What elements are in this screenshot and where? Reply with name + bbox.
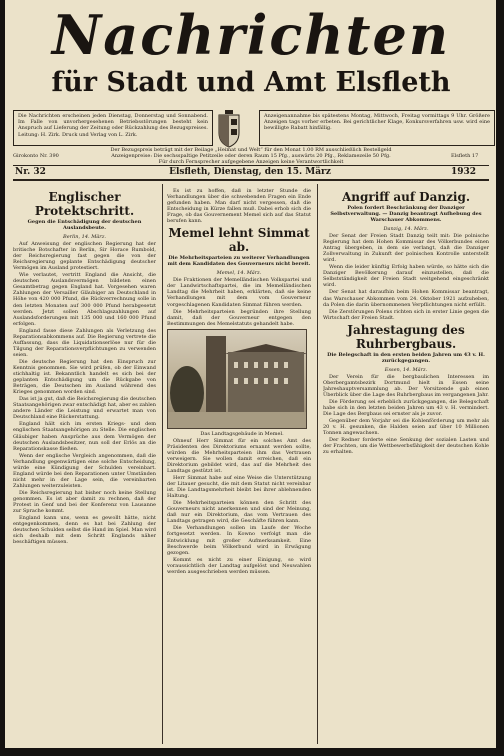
paragraph: England fasse diese Zahlungen als Verletzung des Reparationsabkommens auf. Die Regierung vertrete die Auffassung, dass die Liquidationserlöse nur für die Tilgung der Reparationsverpflichtungen zu verwenden seien. xyxy=(13,327,156,358)
phone-notice-line: Für durch Fernsprecher aufgegebene Anzeigen keine Verantwortlichkeit xyxy=(158,159,344,165)
giro-account: Girokonto Nr. 390 xyxy=(13,153,59,159)
paragraph: Die Mehrheitsparteien können den Schritt des Gouverneurs nicht anerkennen und sind der Meinung, daß nur ein Direktorium, das vom Vertrauen des Landtags getragen wird, die Geschäfte führen kann. xyxy=(167,500,311,525)
column-divider-2 xyxy=(317,184,318,744)
column-1 xyxy=(13,188,156,748)
article-dateline-memel: Memel, 14. März. xyxy=(216,270,262,277)
photo-caption: Das Landtagsgebäude in Memel. xyxy=(200,430,284,437)
subscription-price-line: Der Bezugspreis beträgt mit der Beilage „Heimat und Welt“ für den Monat 1.00 RM ausschließlich Bestellgeld xyxy=(110,147,392,153)
masthead-title: Nachrichten xyxy=(51,3,451,67)
column-2 xyxy=(167,188,311,748)
paragraph: Der Senat hat daraufhin beim Hohen Kommissar beantragt, das Warschauer Abkommen vom 24. Oktober 1921 aufzuheben, da Polen die darin übernommenen Verpflichtungen nicht erfüllt. xyxy=(323,289,489,308)
publication-info-box: Die Nachrichten erscheinen jeden Dienstag, Donnerstag und Sonnabend. Im Falle von unvorhergesehenen Betriebsstörungen besteht kein Anspruch auf Lieferung der Zeitung oder Rückzahlung des Bezugspreises. Leitung: H. Zirk. Druck und Verlag von L. Zirk. xyxy=(13,110,213,146)
paragraph: Gegenüber dem Vorjahr sei die Kohlenförderung um mehr als 20 v. H. gesunken, die Halden seien auf über 10 Millionen Tonnen angewachsen. xyxy=(323,418,489,437)
paragraph: Der Senat der Freien Stadt Danzig teilt mit: Die polnische Regierung hat dem Hohen Kommissar des Völkerbundes einen Antrag übergeben, in dem sie verlangt, daß die Danziger Zollverwaltung in Zukunft der polnischen Kontrolle unterstellt wird. xyxy=(323,233,489,264)
paragraph: Kommt es nicht zu einer Einigung, so wird voraussichtlich der Landtag aufgelöst und Neuwahlen werden ausgeschrieben werden müssen. xyxy=(167,556,311,575)
paragraph: Ohneuf Herr Simmat für ein solches Amt des Präsidenten des Direktoriums ernannt werden sollte, würden die Mehrheitsparteien ihm das Vertrauen verweigern. Sie wollen damit erreichen, daß ein Direktorium gebildet wird, das auf die Mehrheit des Landtags gestützt ist. xyxy=(167,437,311,474)
masthead-subtitle: für Stadt und Amt Elsfleth xyxy=(51,67,451,98)
paragraph: Die Zerstörungen Polens richten sich in erster Linie gegen die Wirtschaft der Freien Stadt. xyxy=(323,308,489,321)
article-dateline-protest: Berlin, 14. März. xyxy=(63,234,106,240)
paragraph: Die Fraktionen der Memelländischen Volkspartei und der Landwirtschaftspartei, die im Memelländischen Landtag die Mehrheit haben, erklärten, daß sie keine Verhandlungen mit dem vom Gouverneur vorgeschlagenen Kandidaten Simmat führen werden. xyxy=(167,277,311,308)
paragraph: Der Redner forderte eine Senkung der sozialen Lasten und der Frachten, um die Wettbewerbsfähigkeit der deutschen Kohle zu erhalten. xyxy=(323,437,489,456)
newspaper-page xyxy=(5,0,496,748)
article-dateline-ruhr: Essen, 14. März. xyxy=(384,366,428,373)
paragraph: Das ist ja gut, daß die Reichsregierung die deutschen Staatsangehörigen zwar entschädigt hat, aber es zahlen andere Länder die Leistung und erwartet man von Deutschland eine Rückerstattung. xyxy=(13,396,156,421)
article-subhead-memel: Die Mehrheitsparteien zu weiterer Verhandlungen mit dem Kandidaten des Gouverneurs nicht bereit. xyxy=(167,255,311,268)
paragraph: Auf Anweisung der englischen Regierung hat der britische Botschafter in Berlin, Sir Horace Rumbold, der Reichsregierung fast gegen die von der Reichsregierung geplante Entschädigung deutscher Vermögen im Ausland protestiert. xyxy=(13,241,156,272)
paragraph: Wenn die leider künftig Erfolg haben würde, so hätte sich die Danziger Bevölkerung darauf einzustellen, daß die Selbstständigkeit der Freien Stadt weitgehend eingeschränkt wird. xyxy=(323,264,489,289)
paragraph: Die deutsche Regierung hat den Einspruch zur Kenntnis genommen. Sie wird prüfen, ob der Einwand stichhaltig ist. Bekanntlich handelt es sich bei der geplanten Entschädigung um die Rückgabe von Beträgen, die Deutschen im Ausland während des Krieges genommen worden sind. xyxy=(13,358,156,396)
article-subhead-ruhr: Die Belegschaft in den ersten beiden Jahren um 43 v. H. zurückgegangen. xyxy=(327,351,485,364)
coat-of-arms-icon xyxy=(217,109,241,149)
paragraph: England kann uns, wenn es gewollt hätte, nicht entgegenkommen, denn es hat bei Zahlung der deutschen Schulden selbst die Hand im Spiel. Man wird sich deshalb mit dem Schritt Englands näher beschäftigen müssen. xyxy=(13,515,156,546)
advertising-info-box: Anzeigenannahme bis spätestens Montag, Mittwoch, Freitag vormittags 9 Uhr. Größere Anzeigen tags vorher erbeten. Bei gerichtlicher Klage, Konkursverfahren usw. wird eine bewilligte Rabatt hinfällig. xyxy=(259,110,495,146)
paragraph: Herr Simmat habe auf eine Weise die Unterstützung der Litauer gesucht, die mit dem Statut nicht vereinbar ist. Die Landtagsmehrheit bleibt bei ihrer ablehnenden Haltung. xyxy=(167,475,311,500)
article-subhead-danzig: Polen fordert Beschränkung der Danziger Selbstverwaltung. — Danzig beantragt Aufhebung des Warschauer Abkommens. xyxy=(330,205,482,223)
article-headline-ruhr: Jahrestagung des Ruhrbergbaus. xyxy=(347,322,465,351)
paragraph: Wie verlautet, vertritt England die Ansicht, die deutschen Auslandsvermögen bildeten einen Gesamtbetrag gegen England hat. Vorgesehen waren Zahlungen der Versailler Gläubiger an Deutschland in Höhe von 420 000 Pfund, die Rückverrechnung solle in den letzten Monaten auf 300 000 Pfund herabgesetzt werden. Jetzt sollen Abschlagszahlungen auf Auslandsforderungen mit 135 000 und 160 000 Pfund erfolgen. xyxy=(13,272,156,327)
paragraph: Die Mehrheitsparteien begründen ihre Stellung damit, daß der Gouverneur entgegen den Bestimmungen des Memelstatuts gehandelt habe. xyxy=(167,308,311,327)
issue-number: Nr. 32 xyxy=(15,167,46,177)
paragraph: England hält sich im ersten Kriegs- und dem englischen Staatsangehörigen zu Stelle. Die englischen Gläubiger haben Ansprüche aus dem Vermögen der deutschen Auslandsbesitzer, nun soll der Erlös an die Reparationskasse fließen. xyxy=(13,421,156,452)
phone-number: Elsfleth 17 xyxy=(451,153,479,159)
paragraph: Wenn der englische Vergleich angenommen, daß die Verhandlung gegenwärtigen eine solche Entscheidung, würde eine Kündigung der Schulden vereinbart. England würde bei den Reparationen unter Umständen nicht mehr in der Lage sein, die vereinbarten Zahlungen weiterzuleisten. xyxy=(13,452,156,489)
issue-date: Elsfleth, Dienstag, den 15. März xyxy=(169,167,331,177)
column-3 xyxy=(323,188,489,748)
ad-price-line: Anzeigenpreise: Die sechsspaltige Petitzeile oder deren Raum 15 Pfg., auswärts 20 Pfg., Reklamezeile 50 Pfg. xyxy=(111,153,391,159)
article-headline-protest: Englischer Protektschritt. xyxy=(34,190,135,218)
landtag-building-photo xyxy=(167,329,307,429)
issue-year: 1932 xyxy=(451,167,477,177)
article-headline-memel: Memel lehnt Simmat ab. xyxy=(168,226,310,255)
paragraph: Die Förderung sei erheblich zurückgegangen, die Belegschaft habe sich in den letzten beiden Jahren um 43 v. H. vermindert. Die Lage des Bergbaus sei ernster als je zuvor. xyxy=(323,398,489,418)
article-subhead-protest: Gegen die Entschädigung der deutschen Auslandsbeute. xyxy=(27,219,142,231)
paragraph: Die Verhandlungen sollen im Laufe der Woche fortgesetzt werden. In Kowno verfolgt man die Entwicklung mit großer Aufmerksamkeit. Eine Beschwerde beim Völkerbund wird in Erwägung gezogen. xyxy=(167,525,311,556)
paragraph: Der Verein für die bergbaulichen Interessen im Oberbergamtsbezirk Dortmund hielt in Essen seine Jahreshauptversammlung ab. Der Vorsitzende gab einen Überblick über die Lage des Ruhrbergbaus im vergangenen Jahr. xyxy=(323,373,489,398)
article-headline-danzig: Angriff auf Danzig. xyxy=(341,190,471,204)
paragraph: Die Reichsregierung hat bisher noch keine Stellung genommen. Es ist aber damit zu rechnen, daß der Protest in Genf und bei der Konferenz von Lausanne zur Sprache kommt. xyxy=(13,489,156,515)
header-rule-bottom xyxy=(13,179,489,181)
column-divider-1 xyxy=(162,184,163,744)
article-dateline-danzig: Danzig, 14. März. xyxy=(383,226,429,232)
paragraph: Es ist zu hoffen, daß in letzter Stunde die Verhandlungen über die schwebenden Fragen ein Ende gefunden haben. Man darf nicht vergessen, daß die Entscheidung in Kürze fallen muß. Dabei erhob sich die Frage, ob das Gouvernement Memel sich auf das Statut berufen kann. xyxy=(167,188,311,225)
